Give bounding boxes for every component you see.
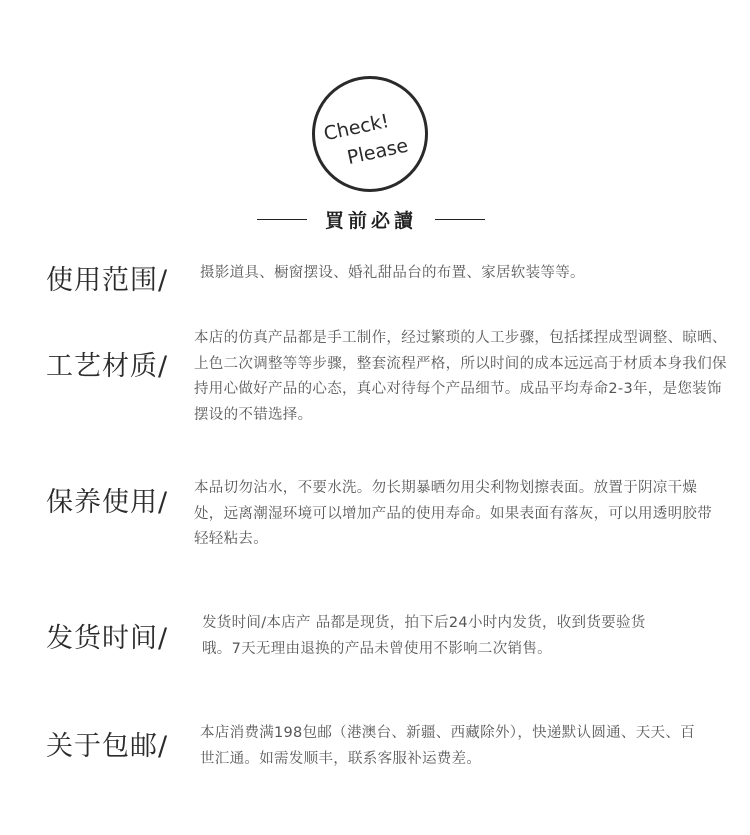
care-text: 本品切勿沾水，不要水洗。勿长期暴晒勿用尖利物划擦表面。放置于阴凉干燥处，远离潮湿环境可以增加产品的使用寿命。如果表面有落灰，可以用透明胶带轻轻粘去。 (194, 480, 712, 547)
care-label: 保养使用/ (46, 487, 169, 518)
usage-text: 摄影道具、橱窗摆设、婚礼甜品台的布置、家居软装等等。 (200, 265, 585, 281)
free-shipping-label: 关于包邮/ (46, 731, 169, 762)
craft-text: 本店的仿真产品都是手工制作，经过繁琐的人工步骤，包括揉捏成型调整、晾晒、上色二次调整等等步骤，整套流程严格，所以时间的成本远远高于材质本身我们保持用心做好产品的心态，真心对待每个产品细节。成品平均寿命2-3年，是您装饰摆设的不错选择。 (194, 330, 727, 423)
heading-rule-right (435, 219, 485, 220)
usage-label: 使用范围/ (46, 265, 169, 296)
logo-drawing (315, 79, 425, 189)
craft-label: 工艺材质/ (46, 351, 169, 382)
free-shipping-text: 本店消费满198包邮（港澳台、新疆、西藏除外），快递默认圆通、天天、百世汇通。如需发顺丰，联系客服补运费差。 (200, 725, 695, 767)
shipping-time-text: 发货时间/本店产 品都是现货，拍下后24小时内发货，收到货要验货哦。7天无理由退换的产品未曾使用不影响二次销售。 (202, 615, 646, 657)
section-heading (249, 205, 493, 233)
logo-line-1: Check! (321, 110, 392, 146)
shipping-time-label: 发货时间/ (46, 623, 169, 654)
logo-line-2: Please (345, 134, 411, 169)
check-please-logo (312, 76, 428, 192)
heading-title: 買前必讀 (324, 209, 417, 232)
heading-rule-left (257, 219, 307, 220)
